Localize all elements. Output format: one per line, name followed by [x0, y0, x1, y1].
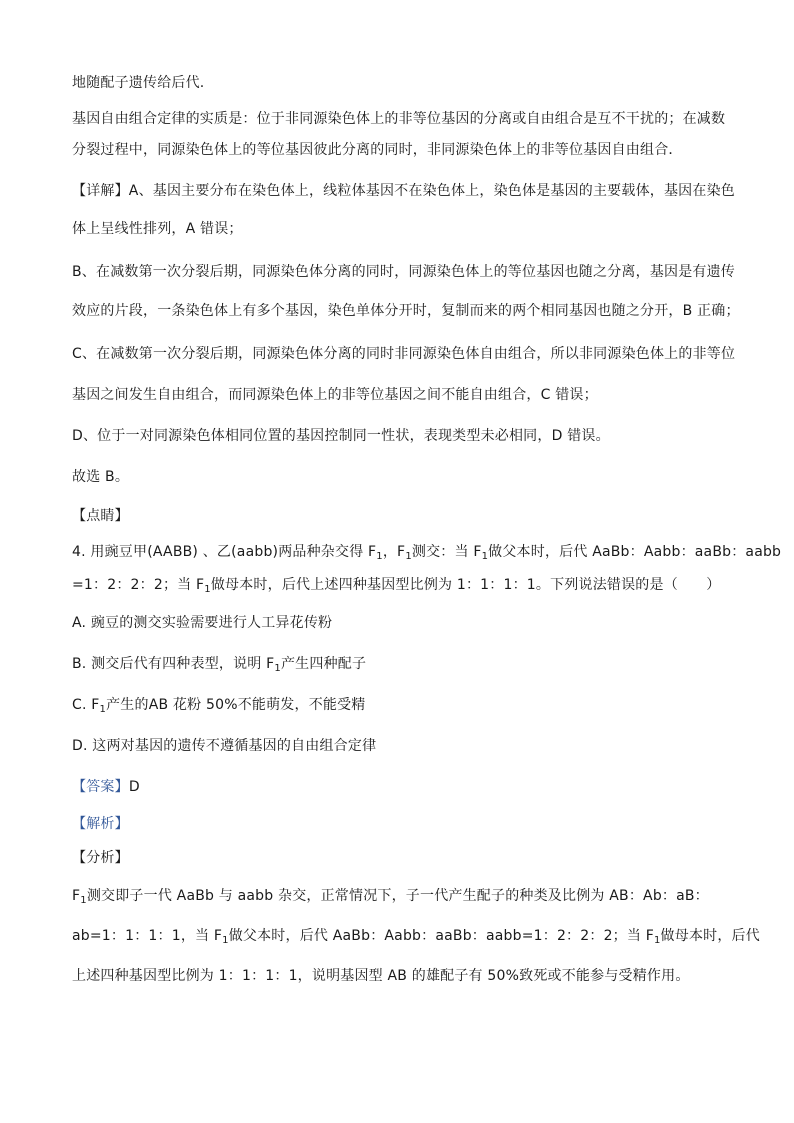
answer-value: D — [128, 779, 140, 795]
answer-label: 【答案】 — [72, 779, 129, 795]
text-line: 分裂过程中，同源染色体上的等位基因彼此分离的同时，非同源染色体上的非等位基因自由组合． — [72, 142, 683, 158]
option-c — [72, 695, 366, 720]
subscript: 1 — [80, 895, 87, 906]
question-text: 测交：当 F — [411, 544, 482, 560]
detail-heading-line: 【详解】A、基因主要分布在染色体上，线粒体基因不在染色体上，染色体是基因的主要载体，基因在染色 — [72, 183, 735, 199]
analysis-text: F — [72, 888, 81, 904]
subscript: 1 — [376, 551, 383, 562]
subscript: 1 — [204, 584, 211, 595]
analysis-line — [72, 886, 709, 911]
option-text: B. 测交后代有四种表型，说明 F — [72, 656, 275, 672]
option-text: C. F — [72, 697, 100, 713]
question-text: =1：2：2：2；当 F — [72, 577, 205, 593]
text-line: 效应的片段，一条染色体上有多个基因，染色单体分开时，复制而来的两个相同基因也随之分开，B 正确； — [72, 303, 740, 319]
option-text: 产生四种配子 — [280, 656, 367, 672]
analysis-text: 测交即子一代 AaBb 与 aabb 杂交，正常情况下，子一代产生配子的种类及比例为 AB：Ab：aB： — [86, 888, 709, 904]
text-line: 地随配子遗传给后代. — [72, 75, 205, 91]
text-line: 故选 B。 — [72, 469, 130, 485]
analysis-label: 【解析】 — [72, 816, 129, 832]
section-label: 【点睛】 — [72, 508, 129, 524]
option-text: 产生的AB 花粉 50%不能萌发，不能受精 — [106, 697, 366, 713]
text-line: B、在减数第一次分裂后期，同源染色体分离的同时，同源染色体上的等位基因也随之分离，基因是有遗传 — [72, 264, 736, 280]
subscript: 1 — [274, 663, 281, 674]
analysis-text: ab=1：1：1：1，当 F — [72, 928, 223, 944]
text-line: 基因自由组合定律的实质是：位于非同源染色体上的非等位基因的分离或自由组合是互不干扰的；在减数 — [72, 111, 726, 127]
option-a: A. 豌豆的测交实验需要进行人工异花传粉 — [72, 615, 333, 631]
subscript: 1 — [405, 551, 412, 562]
analysis-line — [72, 926, 760, 951]
option-d: D. 这两对基因的遗传不遵循基因的自由组合定律 — [72, 738, 377, 754]
question-text: 做母本时，后代上述四种基因型比例为 1：1：1：1。下列说法错误的是（ ） — [210, 577, 721, 593]
subscript: 1 — [653, 935, 661, 946]
subscript: 1 — [99, 704, 107, 715]
subscript: 1 — [481, 551, 489, 562]
analysis-line: 上述四种基因型比例为 1：1：1：1，说明基因型 AB 的雄配子有 50%致死或不能参与受精作用。 — [72, 968, 690, 984]
text-line: D、位于一对同源染色体相同位置的基因控制同一性状，表现类型未必相同，D 错误。 — [72, 428, 610, 444]
section-label: 【分析】 — [72, 850, 129, 866]
text-line: 体上呈线性排列，A 错误； — [72, 221, 243, 237]
text-line: 基因之间发生自由组合，而同源染色体上的非等位基因之间不能自由组合，C 错误； — [72, 387, 598, 403]
question-text: 做父本时，后代 AaBb：Aabb：aaBb：aabb — [488, 544, 782, 560]
analysis-text: 做母本时，后代 — [660, 928, 760, 944]
analysis-text: 做父本时，后代 AaBb：Aabb：aaBb：aabb=1：2：2：2；当 F — [228, 928, 654, 944]
text-line: C、在减数第一次分裂后期，同源染色体分离的同时非同源染色体自由组合，所以非同源染色体上的非等位 — [72, 346, 736, 362]
answer-row — [72, 777, 140, 797]
question-stem — [72, 542, 781, 567]
question-text: 4. 用豌豆甲(AABB) 、乙(aabb)两品种杂交得 F — [72, 544, 377, 560]
question-text: ，F — [382, 544, 406, 560]
question-stem — [72, 575, 721, 600]
subscript: 1 — [222, 935, 229, 946]
option-b — [72, 654, 366, 679]
